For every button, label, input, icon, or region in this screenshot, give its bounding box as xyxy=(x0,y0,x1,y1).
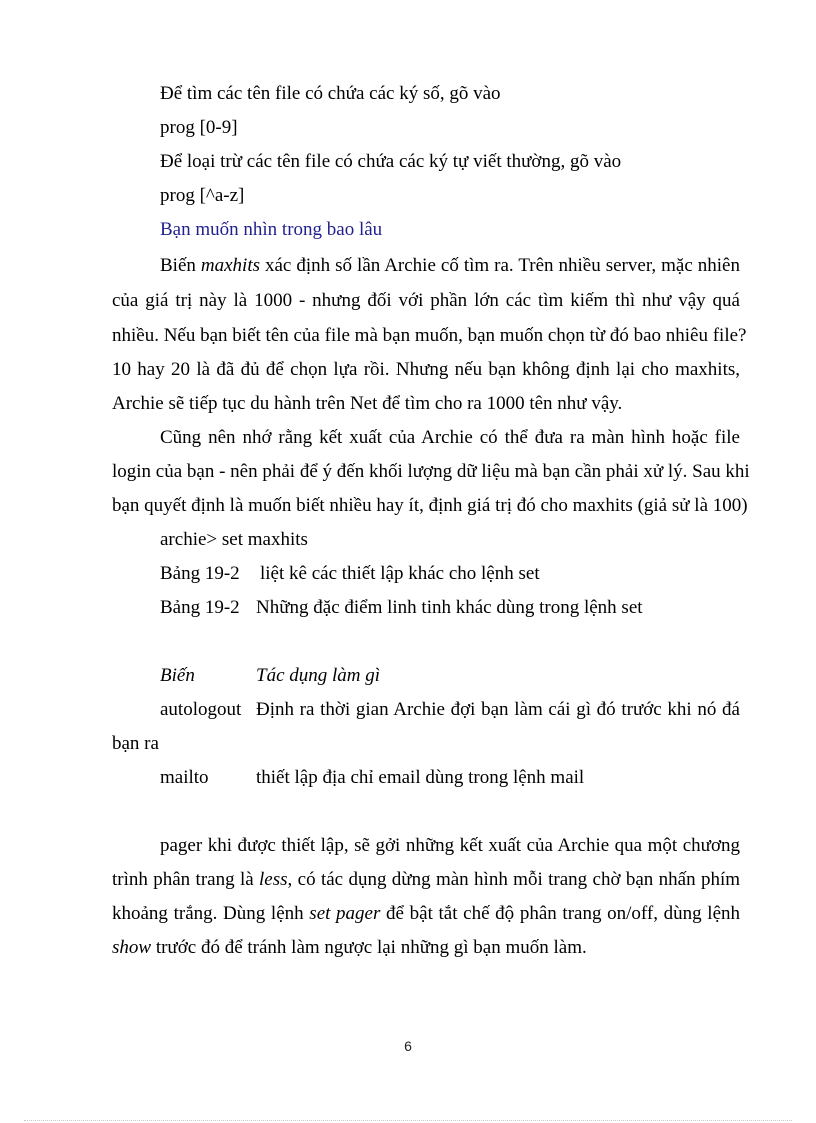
page-bottom-divider xyxy=(24,1120,792,1121)
para3-term-show: show xyxy=(112,937,152,958)
table-cell-desc: Định ra thời gian Archie đợi bạn làm cái gì đó trước khi nó đá xyxy=(256,699,740,720)
text-line-prog-digits: prog [0-9] xyxy=(160,117,238,138)
paragraph-maxhits-line: Archie sẽ tiếp tục du hành trên Net để tìm cho ra 1000 tên như vậy. xyxy=(112,393,623,414)
para3-term-set-pager: set pager xyxy=(309,903,381,924)
text-line-prog-lowercase: prog [^a-z] xyxy=(160,185,245,206)
table-caption: Những đặc điểm linh tinh khác dùng trong lệnh set xyxy=(256,597,643,618)
paragraph-pager-line xyxy=(112,902,740,926)
paragraph-output-line: bạn quyết định là muốn biết nhiều hay ít, định giá trị đó cho maxhits (giả sử là 100) xyxy=(112,495,748,516)
paragraph-output-line: Cũng nên nhớ rằng kết xuất của Archie có thể đưa ra màn hình hoặc file xyxy=(160,427,740,448)
para1-term-maxhits: maxhits xyxy=(200,255,260,276)
text-line-digits: Để tìm các tên file có chứa các ký số, gõ vào xyxy=(160,83,501,104)
page-number: 6 xyxy=(404,1038,412,1054)
paragraph-maxhits-line: của giá trị này là 1000 - nhưng đối với phần lớn các tìm kiếm thì như vậy quá xyxy=(112,290,740,311)
table-reference-text: liệt kê các thiết lập khác cho lệnh set xyxy=(260,563,540,584)
paragraph-maxhits-line xyxy=(160,254,740,278)
table-cell-desc: thiết lập địa chỉ email dùng trong lệnh mail xyxy=(256,767,585,788)
paragraph-pager-line xyxy=(112,868,740,892)
para3-text-b: , có tác dụng dừng màn hình mỗi trang chờ bạn nhấn phím xyxy=(287,869,740,890)
paragraph-pager-line xyxy=(112,936,587,960)
table-reference-label: Bảng 19-2 xyxy=(160,563,240,584)
command-line: archie> set maxhits xyxy=(160,529,308,550)
paragraph-output-line: login của bạn - nên phải để ý đến khối lượng dữ liệu mà bạn cần phải xử lý. Sau khi xyxy=(112,461,750,482)
paragraph-maxhits-line: nhiều. Nếu bạn biết tên của file mà bạn muốn, bạn muốn chọn từ đó bao nhiêu file? xyxy=(112,325,747,346)
table-cell-desc-continued: bạn ra xyxy=(112,733,159,754)
table-header-effect: Tác dụng làm gì xyxy=(256,665,381,686)
table-caption-label: Bảng 19-2 xyxy=(160,597,240,618)
para3-text-c: khoảng trắng. Dùng lệnh xyxy=(112,903,310,924)
para3-term-less: less xyxy=(259,869,288,890)
table-header-variable: Biến xyxy=(160,665,195,686)
table-cell-name: autologout xyxy=(160,699,242,720)
paragraph-maxhits-line: 10 hay 20 là đã đủ để chọn lựa rồi. Nhưng nếu bạn không định lại cho maxhits, xyxy=(112,359,740,380)
para3-text-e: trước đó để tránh làm ngược lại những gì bạn muốn làm. xyxy=(151,937,587,958)
section-heading: Bạn muốn nhìn trong bao lâu xyxy=(160,219,383,240)
para1-text-a: Biến xyxy=(160,255,201,276)
para3-text-a: trình phân trang là xyxy=(112,869,260,890)
para3-text-d: để bật tắt chế độ phân trang on/off, dùng lệnh xyxy=(380,903,740,924)
text-line-lowercase: Để loại trừ các tên file có chứa các ký tự viết thường, gõ vào xyxy=(160,151,622,172)
paragraph-pager-line: pager khi được thiết lập, sẽ gởi những kết xuất của Archie qua một chương xyxy=(160,835,740,856)
table-cell-name: mailto xyxy=(160,767,209,788)
para1-text-b: xác định số lần Archie cố tìm ra. Trên nhiều server, mặc nhiên xyxy=(260,255,740,276)
